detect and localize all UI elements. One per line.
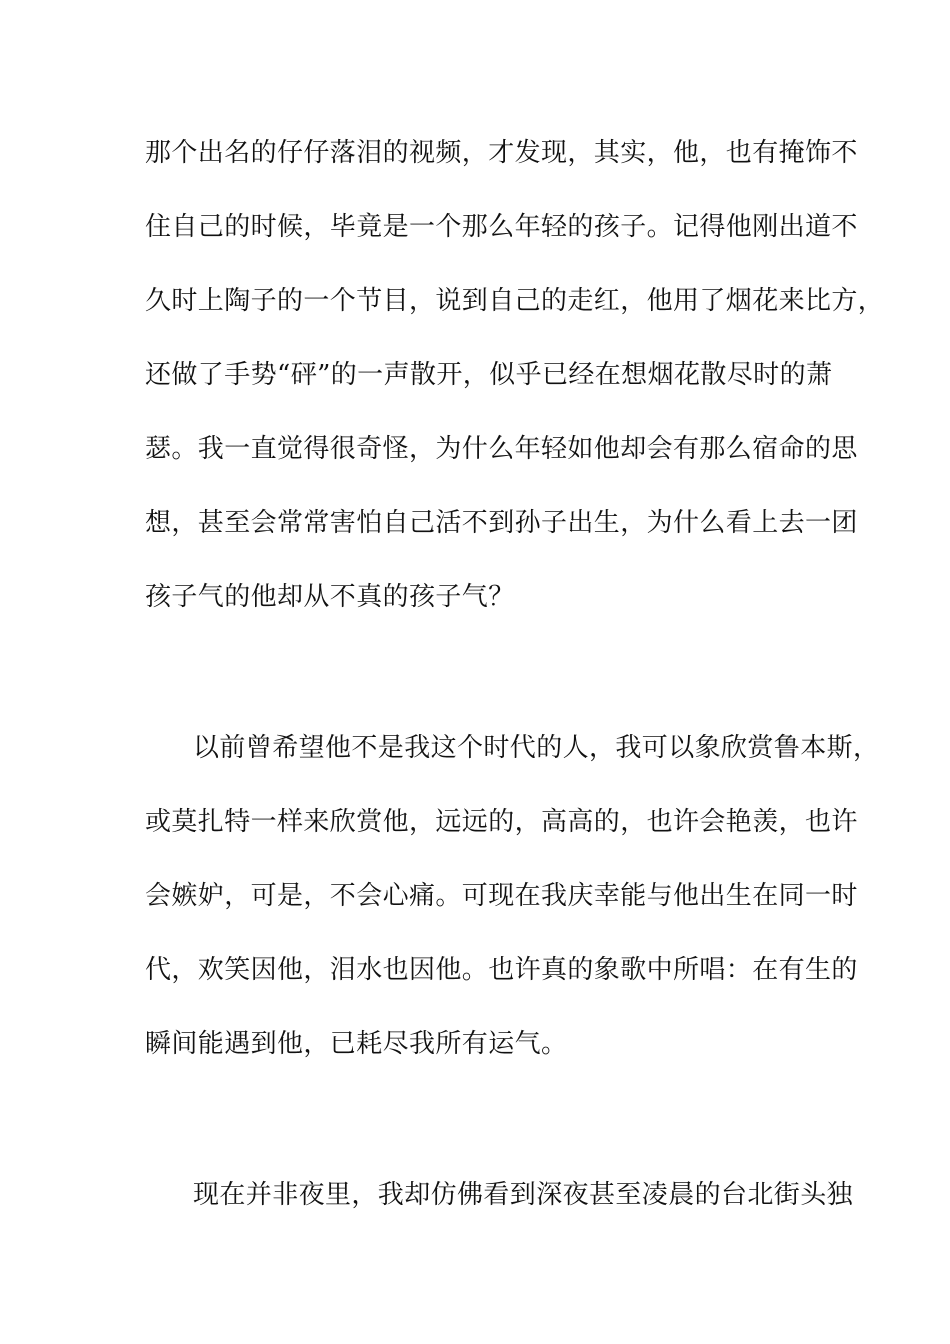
paragraph-2-line-4: 代，欢笑因他，泪水也因他。也许真的象歌中所唱：在有生的 — [145, 955, 858, 985]
paragraph-1-line-4: 还做了手势“砰”的一声散开，似乎已经在想烟花散尽时的萧 — [145, 360, 833, 390]
paragraph-1-line-5: 瑟。我一直觉得很奇怪，为什么年轻如他却会有那么宿命的思 — [145, 434, 858, 464]
paragraph-1-line-2: 住自己的时候，毕竟是一个那么年轻的孩子。记得他刚出道不 — [145, 212, 858, 242]
paragraph-1-line-1: 那个出名的仔仔落泪的视频，才发现，其实，他，也有掩饰不 — [145, 138, 858, 168]
paragraph-3-line-1: 现在并非夜里，我却仿佛看到深夜甚至凌晨的台北街头独 — [193, 1180, 854, 1210]
paragraph-2-line-3: 会嫉妒，可是，不会心痛。可现在我庆幸能与他出生在同一时 — [145, 881, 858, 911]
paragraph-2-line-1: 以前曾希望他不是我这个时代的人，我可以象欣赏鲁本斯， — [193, 733, 880, 763]
paragraph-1-line-3: 久时上陶子的一个节目，说到自己的走红，他用了烟花来比方， — [145, 286, 885, 316]
paragraph-2-line-5: 瞬间能遇到他，已耗尽我所有运气。 — [145, 1029, 568, 1059]
paragraph-2-line-2: 或莫扎特一样来欣赏他，远远的，高高的，也许会艳羡，也许 — [145, 807, 858, 837]
paragraph-1-line-6: 想，甚至会常常害怕自己活不到孙子出生，为什么看上去一团 — [145, 508, 858, 538]
paragraph-1-line-7: 孩子气的他却从不真的孩子气？ — [145, 582, 515, 612]
